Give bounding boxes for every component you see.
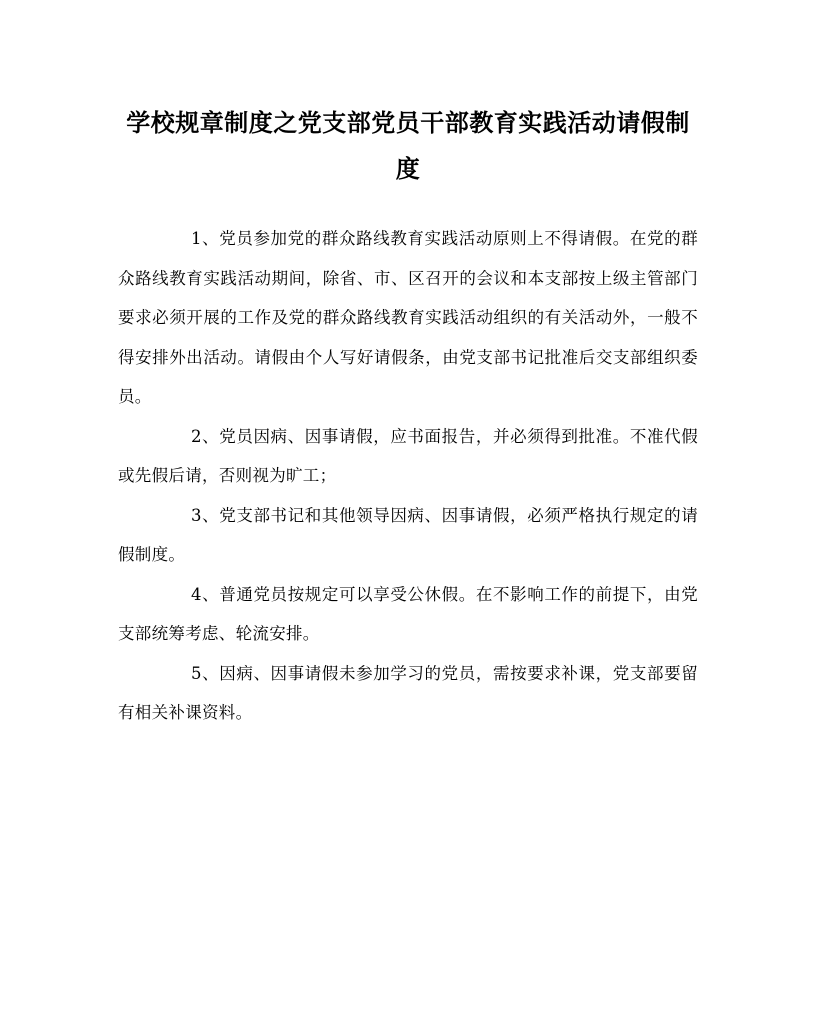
paragraph-3: 3、党支部书记和其他领导因病、因事请假，必须严格执行规定的请假制度。 — [118, 505, 698, 564]
paragraph-5: 5、因病、因事请假未参加学习的党员，需按要求补课，党支部要留有相关补课资料。 — [118, 663, 698, 722]
paragraph-2: 2、党员因病、因事请假，应书面报告，并必须得到批准。不准代假或先假后请，否则视为旷工； — [118, 426, 698, 485]
paragraph-1: 1、党员参加党的群众路线教育实践活动原则上不得请假。在党的群众路线教育实践活动期间，除省、市、区召开的会议和本支部按上级主管部门要求必须开展的工作及党的群众路线教育实践活动组织的有关活动外，一般不得安排外出活动。请假由个人写好请假条，由党支部书记批准后交支部组织委员。 — [118, 229, 698, 406]
document-title: 学校规章制度之党支部党员干部教育实践活动请假制度 — [126, 108, 690, 183]
document-body — [118, 219, 698, 733]
paragraph-4: 4、普通党员按规定可以享受公休假。在不影响工作的前提下，由党支部统筹考虑、轮流安排。 — [118, 584, 698, 643]
